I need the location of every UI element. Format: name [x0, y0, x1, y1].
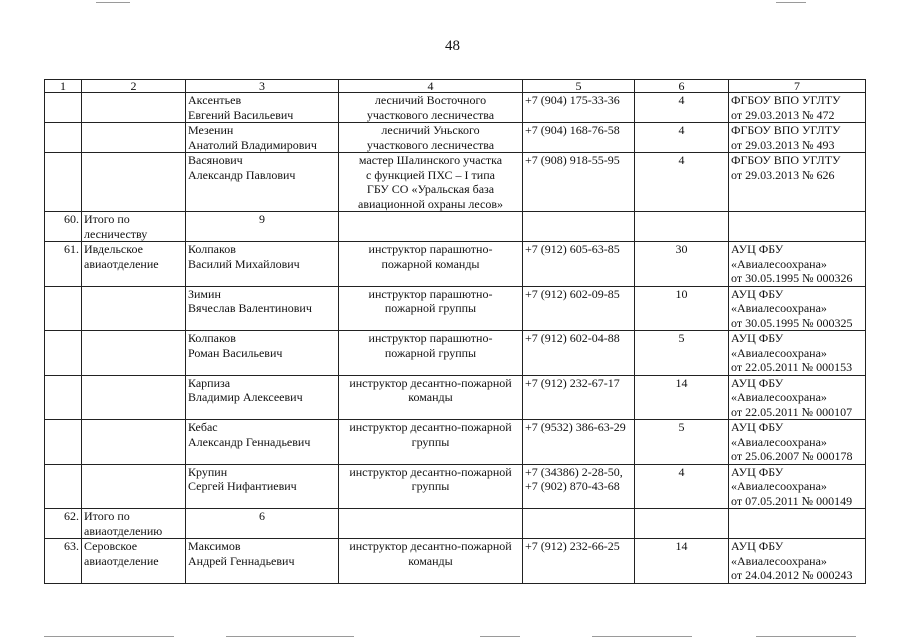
unit-cell: [82, 286, 186, 331]
name-cell: [186, 286, 339, 331]
phone-cell: [523, 464, 635, 509]
phone-line: +7 (912) 602-09-85: [525, 286, 620, 301]
quantity-cell: [635, 509, 729, 539]
document-cell: [729, 153, 866, 212]
position-line: с функцией ПХС – I типа: [366, 167, 495, 182]
document-line: «Авиалесоохрана»: [731, 301, 827, 315]
document-line: от 07.05.2011 № 000149: [731, 493, 853, 508]
unit-line: авиаотделение: [84, 553, 159, 568]
unit-line: Ивдельское: [84, 242, 143, 256]
name-line: Вячеслав Валентинович: [188, 301, 312, 315]
name-line: Сергей Нифантиевич: [188, 479, 297, 493]
scan-edge-bottom: [480, 636, 520, 637]
name-line: 6: [259, 509, 265, 523]
unit-cell: [82, 375, 186, 420]
quantity-value: 4: [678, 123, 685, 137]
name-cell: [186, 464, 339, 509]
position-cell: [339, 286, 523, 331]
quantity-cell: [635, 242, 729, 287]
unit-line: лесничеству: [84, 226, 148, 241]
column-header: 7: [729, 80, 866, 93]
document-line: «Авиалесоохрана»: [731, 434, 827, 449]
document-line: ФГБОУ ВПО УГЛТУ: [731, 93, 841, 107]
document-line: от 29.03.2013 № 493: [731, 137, 835, 152]
quantity-value: 30: [675, 242, 688, 256]
column-header: 5: [523, 80, 635, 93]
table-row: [45, 375, 866, 420]
quantity-cell: [635, 286, 729, 331]
unit-cell: [82, 539, 186, 584]
position-line: инструктор парашютно-: [368, 286, 493, 301]
phone-line: +7 (34386) 2-28-50,: [525, 464, 623, 479]
position-cell: [339, 464, 523, 509]
document-cell: [729, 93, 866, 123]
document-cell: [729, 286, 866, 331]
phone-cell: [523, 331, 635, 376]
quantity-cell: [635, 464, 729, 509]
phone-cell: [523, 212, 635, 242]
position-line: пожарной группы: [384, 301, 477, 315]
name-line: Кебас: [188, 420, 218, 434]
position-line: пожарной команды: [381, 256, 480, 271]
name-line: Мезенин: [188, 123, 234, 137]
quantity-cell: [635, 331, 729, 376]
document-line: от 29.03.2013 № 472: [731, 107, 835, 122]
row-number-cell: [45, 375, 82, 420]
quantity-cell: [635, 93, 729, 123]
row-number-cell: [45, 509, 82, 539]
position-line: команды: [408, 390, 453, 404]
name-cell: [186, 242, 339, 287]
table-row: [45, 123, 866, 153]
row-number-cell: [45, 212, 82, 242]
row-number-cell: [45, 93, 82, 123]
position-cell: [339, 539, 523, 584]
unit-cell: [82, 331, 186, 376]
table-row: [45, 420, 866, 465]
name-line: Карпиза: [188, 375, 231, 390]
name-line: 9: [259, 212, 265, 226]
unit-line: авиаотделение: [84, 256, 159, 271]
name-line: Аксентьев: [188, 93, 242, 107]
phone-cell: [523, 420, 635, 465]
quantity-value: 5: [678, 331, 685, 345]
scan-edge-top: [776, 2, 806, 3]
name-cell: [186, 212, 339, 242]
table-row: [45, 331, 866, 376]
phone-cell: [523, 375, 635, 420]
phone-cell: [523, 93, 635, 123]
name-line: Василий Михайлович: [188, 256, 300, 271]
unit-cell: [82, 509, 186, 539]
phone-line: +7 (904) 175-33-36: [525, 93, 620, 107]
name-cell: [186, 539, 339, 584]
position-line: группы: [411, 479, 450, 493]
name-line: Роман Васильевич: [188, 345, 283, 360]
document-cell: [729, 331, 866, 376]
table-row: [45, 93, 866, 123]
document-line: от 30.05.1995 № 000326: [731, 271, 853, 285]
phone-line: +7 (912) 232-66-25: [525, 539, 620, 553]
name-cell: [186, 93, 339, 123]
table-header-row: [45, 80, 866, 93]
document-line: от 30.05.1995 № 000325: [731, 315, 853, 330]
unit-cell: [82, 420, 186, 465]
quantity-cell: [635, 123, 729, 153]
name-line: Васянович: [188, 153, 243, 167]
name-line: Колпаков: [188, 331, 236, 345]
document-line: ФГБОУ ВПО УГЛТУ: [731, 123, 841, 137]
position-cell: [339, 123, 523, 153]
phone-cell: [523, 242, 635, 287]
phone-line: +7 (904) 168-76-58: [525, 123, 620, 137]
name-line: Андрей Геннадьевич: [188, 553, 295, 568]
name-line: Анатолий Владимирович: [188, 137, 317, 152]
row-number-cell: [45, 539, 82, 584]
position-cell: [339, 153, 523, 212]
document-line: «Авиалесоохрана»: [731, 345, 827, 360]
name-line: Зимин: [188, 286, 221, 301]
document-line: от 24.04.2012 № 000243: [731, 568, 853, 582]
row-number-cell: [45, 242, 82, 287]
document-line: «Авиалесоохрана»: [731, 553, 827, 568]
phone-line: +7 (912) 232-67-17: [525, 375, 620, 390]
table-row: [45, 153, 866, 212]
document-cell: [729, 420, 866, 465]
quantity-cell: [635, 153, 729, 212]
document-line: АУЦ ФБУ: [731, 539, 784, 553]
name-line: Крупин: [188, 464, 228, 479]
phone-cell: [523, 286, 635, 331]
table-row: [45, 242, 866, 287]
position-cell: [339, 375, 523, 420]
unit-cell: [82, 123, 186, 153]
quantity-cell: [635, 375, 729, 420]
table-row: [45, 286, 866, 331]
scan-edge-bottom: [226, 636, 354, 637]
document-cell: [729, 539, 866, 584]
row-number-cell: [45, 464, 82, 509]
quantity-value: 4: [678, 93, 685, 107]
phone-cell: [523, 123, 635, 153]
name-line: Колпаков: [188, 242, 236, 256]
position-cell: [339, 331, 523, 376]
phone-cell: [523, 153, 635, 212]
table-row: [45, 464, 866, 509]
unit-line: Итого по: [84, 212, 130, 226]
name-cell: [186, 375, 339, 420]
unit-cell: [82, 242, 186, 287]
position-line: лесничий Уньского: [381, 123, 480, 137]
document-cell: [729, 375, 866, 420]
quantity-cell: [635, 539, 729, 584]
position-line: участкового лесничества: [366, 107, 495, 122]
phone-cell: [523, 539, 635, 584]
document-line: «Авиалесоохрана»: [731, 479, 827, 493]
row-number-cell: [45, 153, 82, 212]
total-row: [45, 509, 866, 539]
quantity-cell: [635, 420, 729, 465]
position-line: инструктор десантно-пожарной: [349, 420, 512, 434]
position-line: инструктор десантно-пожарной: [349, 375, 512, 390]
unit-cell: [82, 212, 186, 242]
position-line: инструктор десантно-пожарной: [349, 539, 512, 553]
phone-line: +7 (902) 870-43-68: [525, 479, 620, 493]
name-line: Евгений Васильевич: [188, 107, 294, 122]
position-cell: [339, 93, 523, 123]
column-header: 1: [45, 80, 82, 93]
position-line: инструктор парашютно-: [368, 331, 493, 345]
document-line: от 25.06.2007 № 000178: [731, 449, 853, 463]
column-header: 4: [339, 80, 523, 93]
unit-cell: [82, 464, 186, 509]
quantity-value: 4: [678, 464, 685, 479]
document-line: от 22.05.2011 № 000153: [731, 360, 853, 374]
name-line: Александр Геннадьевич: [188, 434, 311, 449]
document-cell: [729, 464, 866, 509]
row-number-cell: [45, 331, 82, 376]
document-cell: [729, 509, 866, 539]
row-number-cell: [45, 286, 82, 331]
document-line: АУЦ ФБУ: [731, 242, 784, 256]
total-row: [45, 212, 866, 242]
row-number-value: 62.: [64, 509, 79, 523]
position-line: ГБУ СО «Уральская база: [366, 182, 495, 196]
column-header: 6: [635, 80, 729, 93]
quantity-value: 10: [675, 286, 688, 301]
unit-line: авиаотделению: [84, 523, 163, 538]
column-header: 3: [186, 80, 339, 93]
scan-edge-top: [96, 2, 130, 3]
document-line: АУЦ ФБУ: [731, 286, 784, 301]
scan-edge-bottom: [592, 636, 692, 637]
name-line: Максимов: [188, 539, 241, 553]
position-line: инструктор парашютно-: [368, 242, 493, 256]
position-line: авиационной охраны лесов»: [358, 196, 503, 211]
name-cell: [186, 123, 339, 153]
quantity-value: 4: [678, 153, 685, 167]
unit-cell: [82, 93, 186, 123]
position-cell: [339, 242, 523, 287]
name-cell: [186, 331, 339, 376]
unit-line: Серовское: [84, 539, 138, 553]
document-line: «Авиалесоохрана»: [731, 390, 827, 404]
row-number-value: 60.: [64, 212, 79, 226]
quantity-value: 14: [675, 539, 688, 553]
unit-line: Итого по: [84, 509, 130, 523]
name-line: Владимир Алексеевич: [188, 390, 303, 404]
quantity-cell: [635, 212, 729, 242]
table-row: [45, 539, 866, 584]
name-cell: [186, 153, 339, 212]
quantity-value: 14: [675, 375, 688, 390]
document-cell: [729, 212, 866, 242]
position-line: инструктор десантно-пожарной: [349, 464, 512, 479]
document-line: АУЦ ФБУ: [731, 331, 784, 345]
phone-line: +7 (912) 602-04-88: [525, 331, 620, 345]
position-cell: [339, 212, 523, 242]
phone-line: +7 (912) 605-63-85: [525, 242, 620, 256]
page-number: 48: [445, 38, 460, 54]
document-line: «Авиалесоохрана»: [731, 256, 827, 271]
personnel-table: [44, 79, 866, 584]
document-line: ФГБОУ ВПО УГЛТУ: [731, 153, 841, 167]
column-header: 2: [82, 80, 186, 93]
row-number-cell: [45, 123, 82, 153]
position-line: группы: [411, 434, 450, 449]
row-number-value: 63.: [64, 539, 79, 553]
scan-edge-bottom: [756, 636, 856, 637]
name-line: Александр Павлович: [188, 167, 296, 182]
document-line: от 29.03.2013 № 626: [731, 167, 835, 182]
phone-line: +7 (9532) 386-63-29: [525, 420, 626, 434]
row-number-cell: [45, 420, 82, 465]
position-line: мастер Шалинского участка: [358, 153, 503, 167]
document-line: АУЦ ФБУ: [731, 420, 784, 434]
document-line: АУЦ ФБУ: [731, 375, 784, 390]
name-cell: [186, 509, 339, 539]
unit-cell: [82, 153, 186, 212]
document-line: от 22.05.2011 № 000107: [731, 404, 853, 419]
position-cell: [339, 509, 523, 539]
document-line: АУЦ ФБУ: [731, 464, 784, 479]
document-cell: [729, 123, 866, 153]
phone-line: +7 (908) 918-55-95: [525, 153, 620, 167]
document-cell: [729, 242, 866, 287]
position-cell: [339, 420, 523, 465]
position-line: лесничий Восточного: [374, 93, 487, 107]
phone-cell: [523, 509, 635, 539]
scan-edge-bottom: [44, 636, 174, 637]
position-line: участкового лесничества: [366, 137, 495, 152]
position-line: пожарной группы: [384, 345, 477, 360]
quantity-value: 5: [678, 420, 685, 434]
row-number-value: 61.: [64, 242, 79, 256]
name-cell: [186, 420, 339, 465]
position-line: команды: [408, 553, 453, 568]
